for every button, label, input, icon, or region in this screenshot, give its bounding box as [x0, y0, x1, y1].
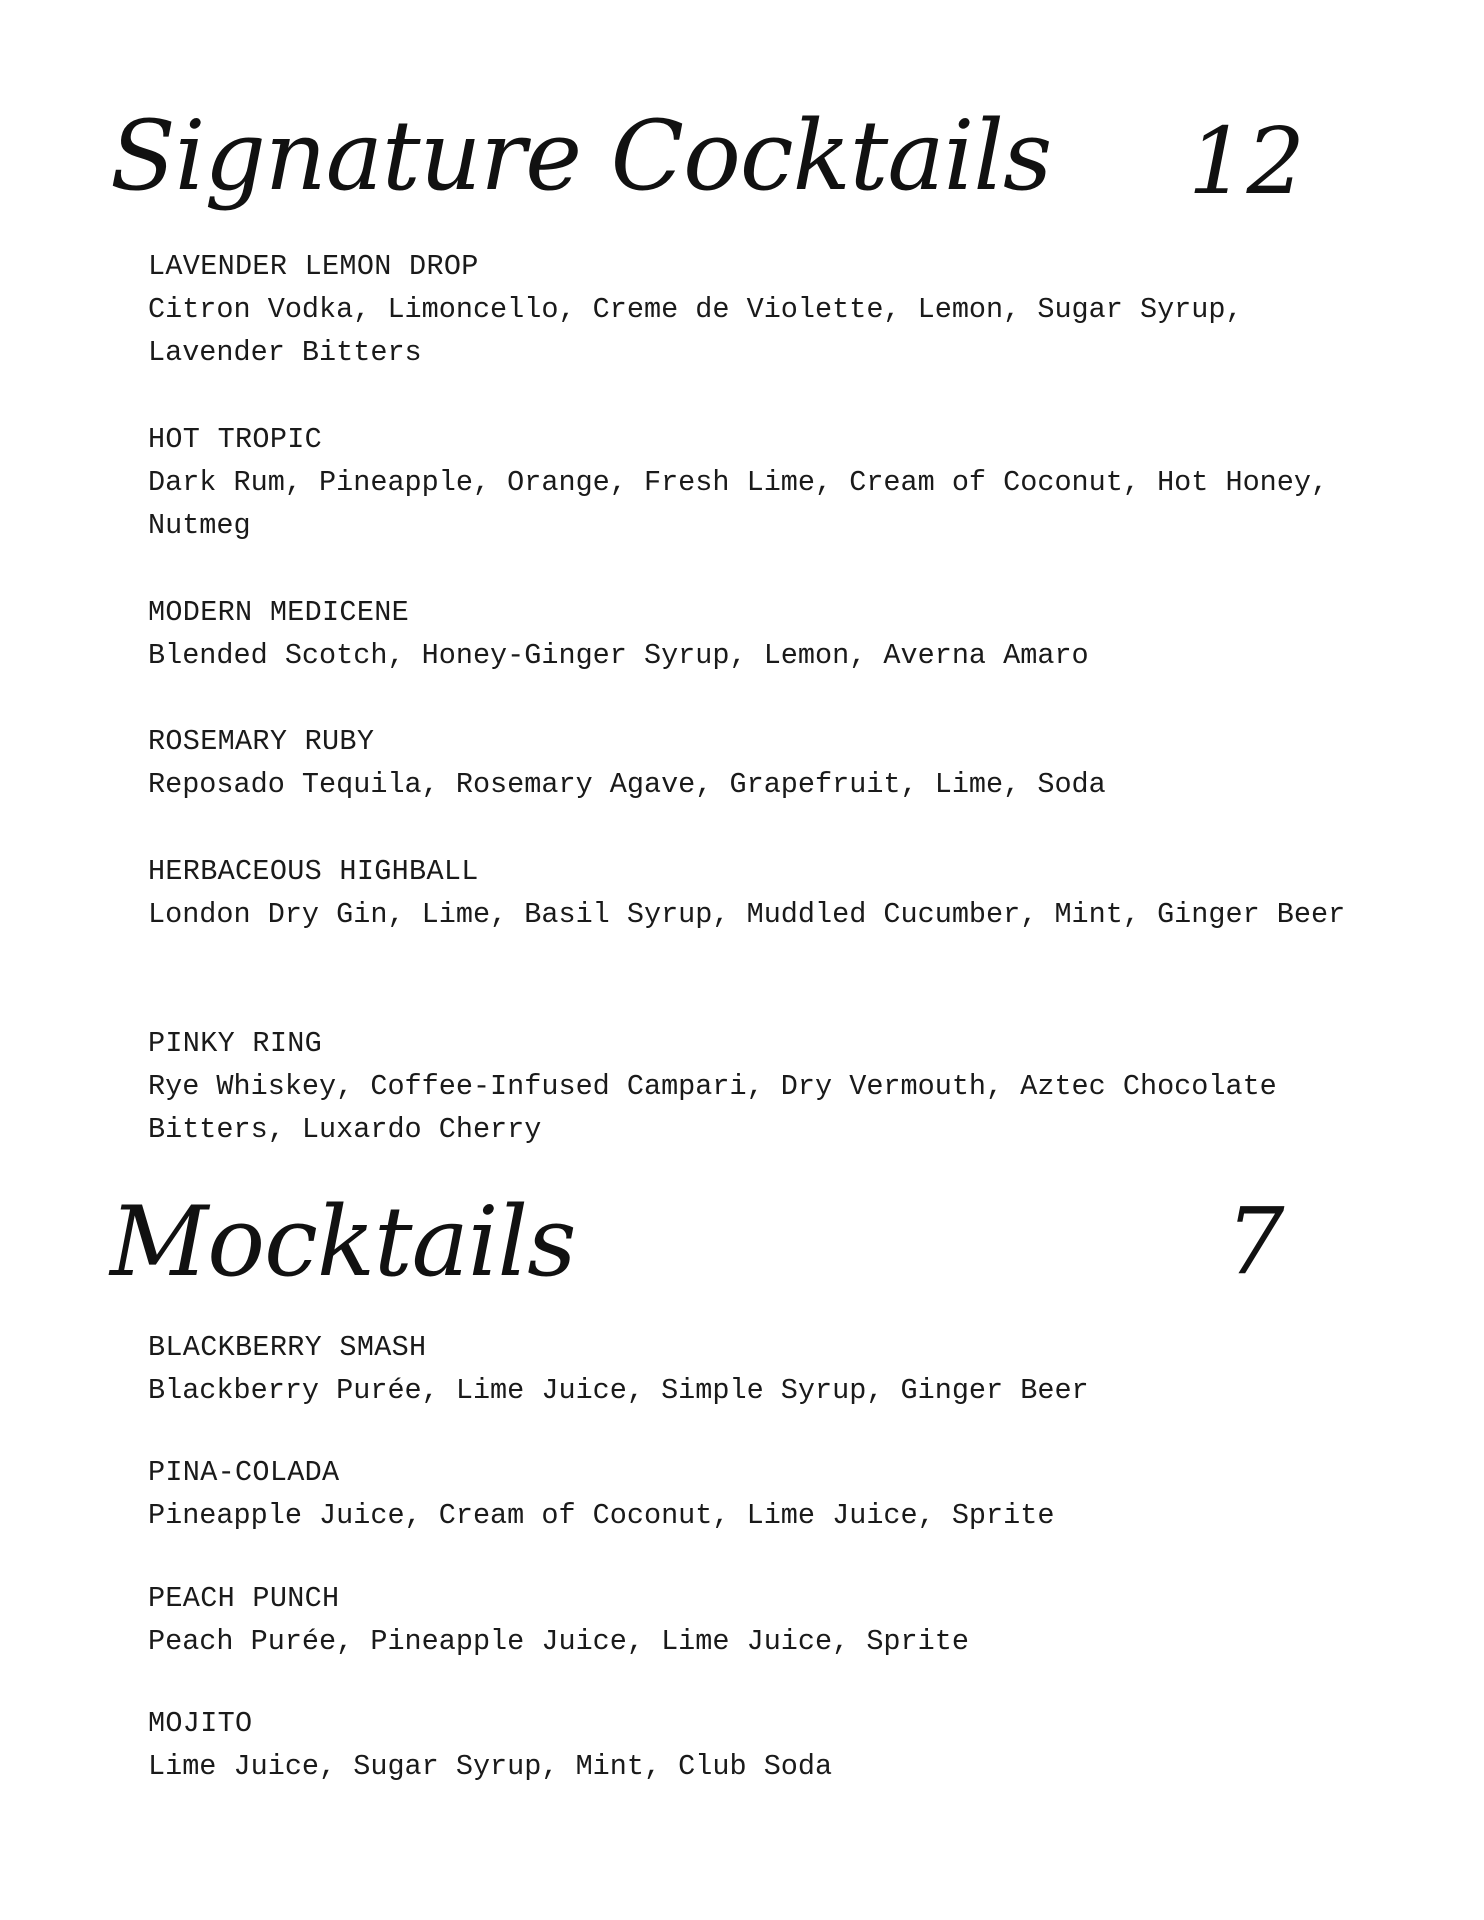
section-title-signature-cocktails: Signature Cocktails: [110, 100, 1052, 212]
item-name: BLACKBERRY SMASH: [148, 1331, 427, 1364]
item-name: ROSEMARY RUBY: [148, 725, 375, 758]
menu-item-lavender-lemon-drop: [148, 245, 1368, 374]
item-description: Rye Whiskey, Coffee-Infused Campari, Dry Vermouth, Aztec Chocolate Bitters, Luxardo Cherry: [148, 1070, 1277, 1146]
item-name: MOJITO: [148, 1707, 253, 1740]
menu-item-hot-tropic: [148, 418, 1368, 547]
item-name: PINKY RING: [148, 1027, 323, 1060]
item-description: London Dry Gin, Lime, Basil Syrup, Muddled Cucumber, Mint, Ginger Beer: [148, 898, 1346, 931]
item-description: Lime Juice, Sugar Syrup, Mint, Club Soda: [148, 1750, 833, 1783]
menu-item-blackberry-smash: [148, 1326, 1368, 1412]
item-description: Blackberry Purée, Lime Juice, Simple Syrup, Ginger Beer: [148, 1374, 1089, 1407]
section-price-signature-cocktails: 12: [1188, 108, 1306, 215]
item-description: Blended Scotch, Honey-Ginger Syrup, Lemon, Averna Amaro: [148, 639, 1089, 672]
item-description: Citron Vodka, Limoncello, Creme de Violette, Lemon, Sugar Syrup, Lavender Bitters: [148, 293, 1243, 369]
section-title-mocktails: Mocktails: [110, 1186, 576, 1298]
item-description: Reposado Tequila, Rosemary Agave, Grapefruit, Lime, Soda: [148, 768, 1106, 801]
item-name: PINA-COLADA: [148, 1456, 340, 1489]
item-name: HERBACEOUS HIGHBALL: [148, 855, 479, 888]
item-name: PEACH PUNCH: [148, 1582, 340, 1615]
menu-item-mojito: [148, 1702, 1368, 1788]
section-price-mocktails: 7: [1226, 1188, 1285, 1295]
menu-item-pinky-ring: [148, 1022, 1368, 1151]
menu-item-pina-colada: [148, 1451, 1368, 1537]
item-name: LAVENDER LEMON DROP: [148, 250, 479, 283]
item-name: HOT TROPIC: [148, 423, 323, 456]
menu-item-modern-medicene: [148, 591, 1368, 677]
menu-item-rosemary-ruby: [148, 720, 1368, 806]
item-description: Pineapple Juice, Cream of Coconut, Lime Juice, Sprite: [148, 1499, 1055, 1532]
item-description: Peach Purée, Pineapple Juice, Lime Juice, Sprite: [148, 1625, 969, 1658]
menu-item-herbaceous-highball: [148, 850, 1368, 936]
menu-item-peach-punch: [148, 1577, 1368, 1663]
item-description: Dark Rum, Pineapple, Orange, Fresh Lime, Cream of Coconut, Hot Honey, Nutmeg: [148, 466, 1329, 542]
item-name: MODERN MEDICENE: [148, 596, 410, 629]
